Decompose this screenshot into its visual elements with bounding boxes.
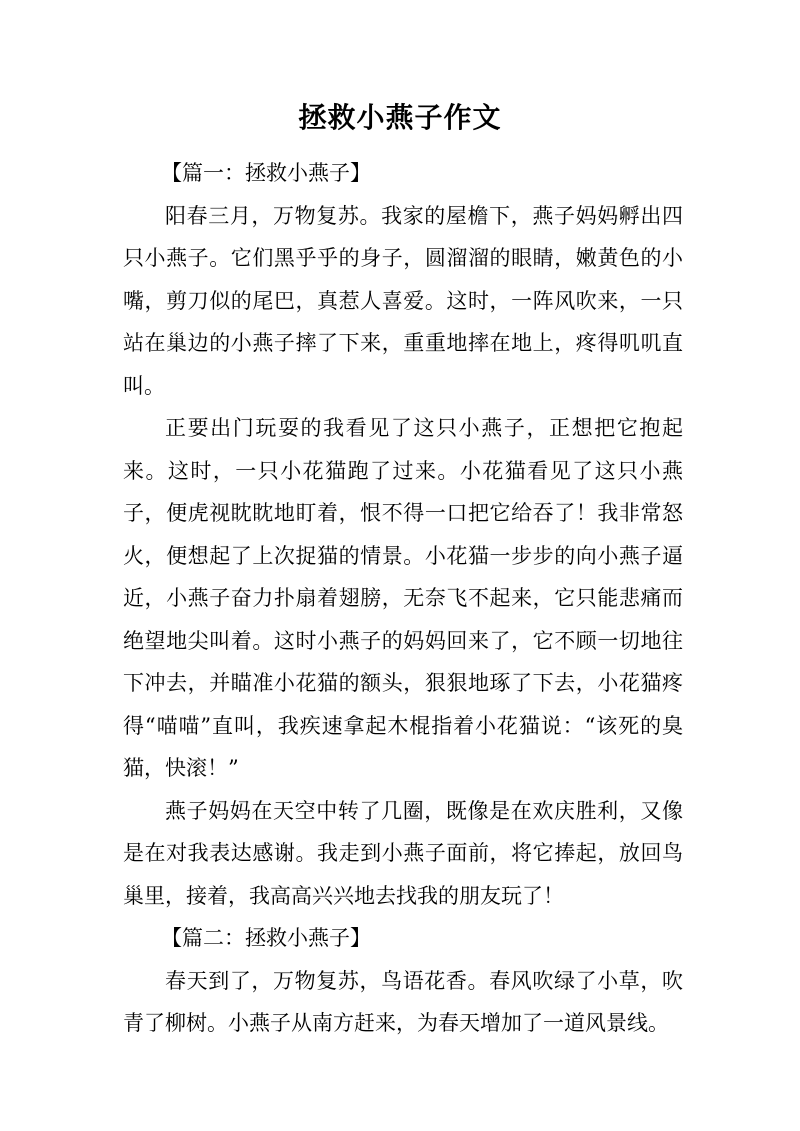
paragraph: 燕子妈妈在天空中转了几圈，既像是在欢庆胜利，又像是在对我表达感谢。我走到小燕子面前，将它捧起，放回鸟巢里，接着，我高高兴兴地去找我的朋友玩了！: [123, 798, 683, 908]
paragraph: 春天到了，万物复苏，鸟语花香。春风吹绿了小草，吹青了柳树。小燕子从南方赶来，为春天增加了一道风景线。: [123, 968, 683, 1035]
document-body: [123, 152, 683, 1045]
paragraph: 正要出门玩耍的我看见了这只小燕子，正想把它抱起来。这时，一只小花猫跑了过来。小花猫看见了这只小燕子，便虎视眈眈地盯着，恨不得一口把它给吞了！我非常怒火，便想起了上次捉猫的情景。小花猫一步步的向小燕子逼近，小燕子奋力扑扇着翅膀，无奈飞不起来，它只能悲痛而绝望地尖叫着。这时小燕子的妈妈回来了，它不顾一切地往下冲去，并瞄准小花猫的额头，狠狠地琢了下去，小花猫疼得“喵喵”直叫，我疾速拿起木棍指着小花猫说：“该死的臭猫，快滚！”: [123, 416, 683, 780]
section-heading: 【篇二：拯救小燕子】: [161, 926, 371, 950]
document-title: 拯救小燕子作文: [298, 101, 502, 134]
paragraph: 阳春三月，万物复苏。我家的屋檐下，燕子妈妈孵出四只小燕子。它们黑乎乎的身子，圆溜溜的眼睛，嫩黄色的小嘴，剪刀似的尾巴，真惹人喜爱。这时，一阵风吹来，一只站在巢边的小燕子摔了下来，重重地摔在地上，疼得叽叽直叫。: [123, 203, 683, 398]
section-heading: 【篇一：拯救小燕子】: [161, 161, 371, 185]
